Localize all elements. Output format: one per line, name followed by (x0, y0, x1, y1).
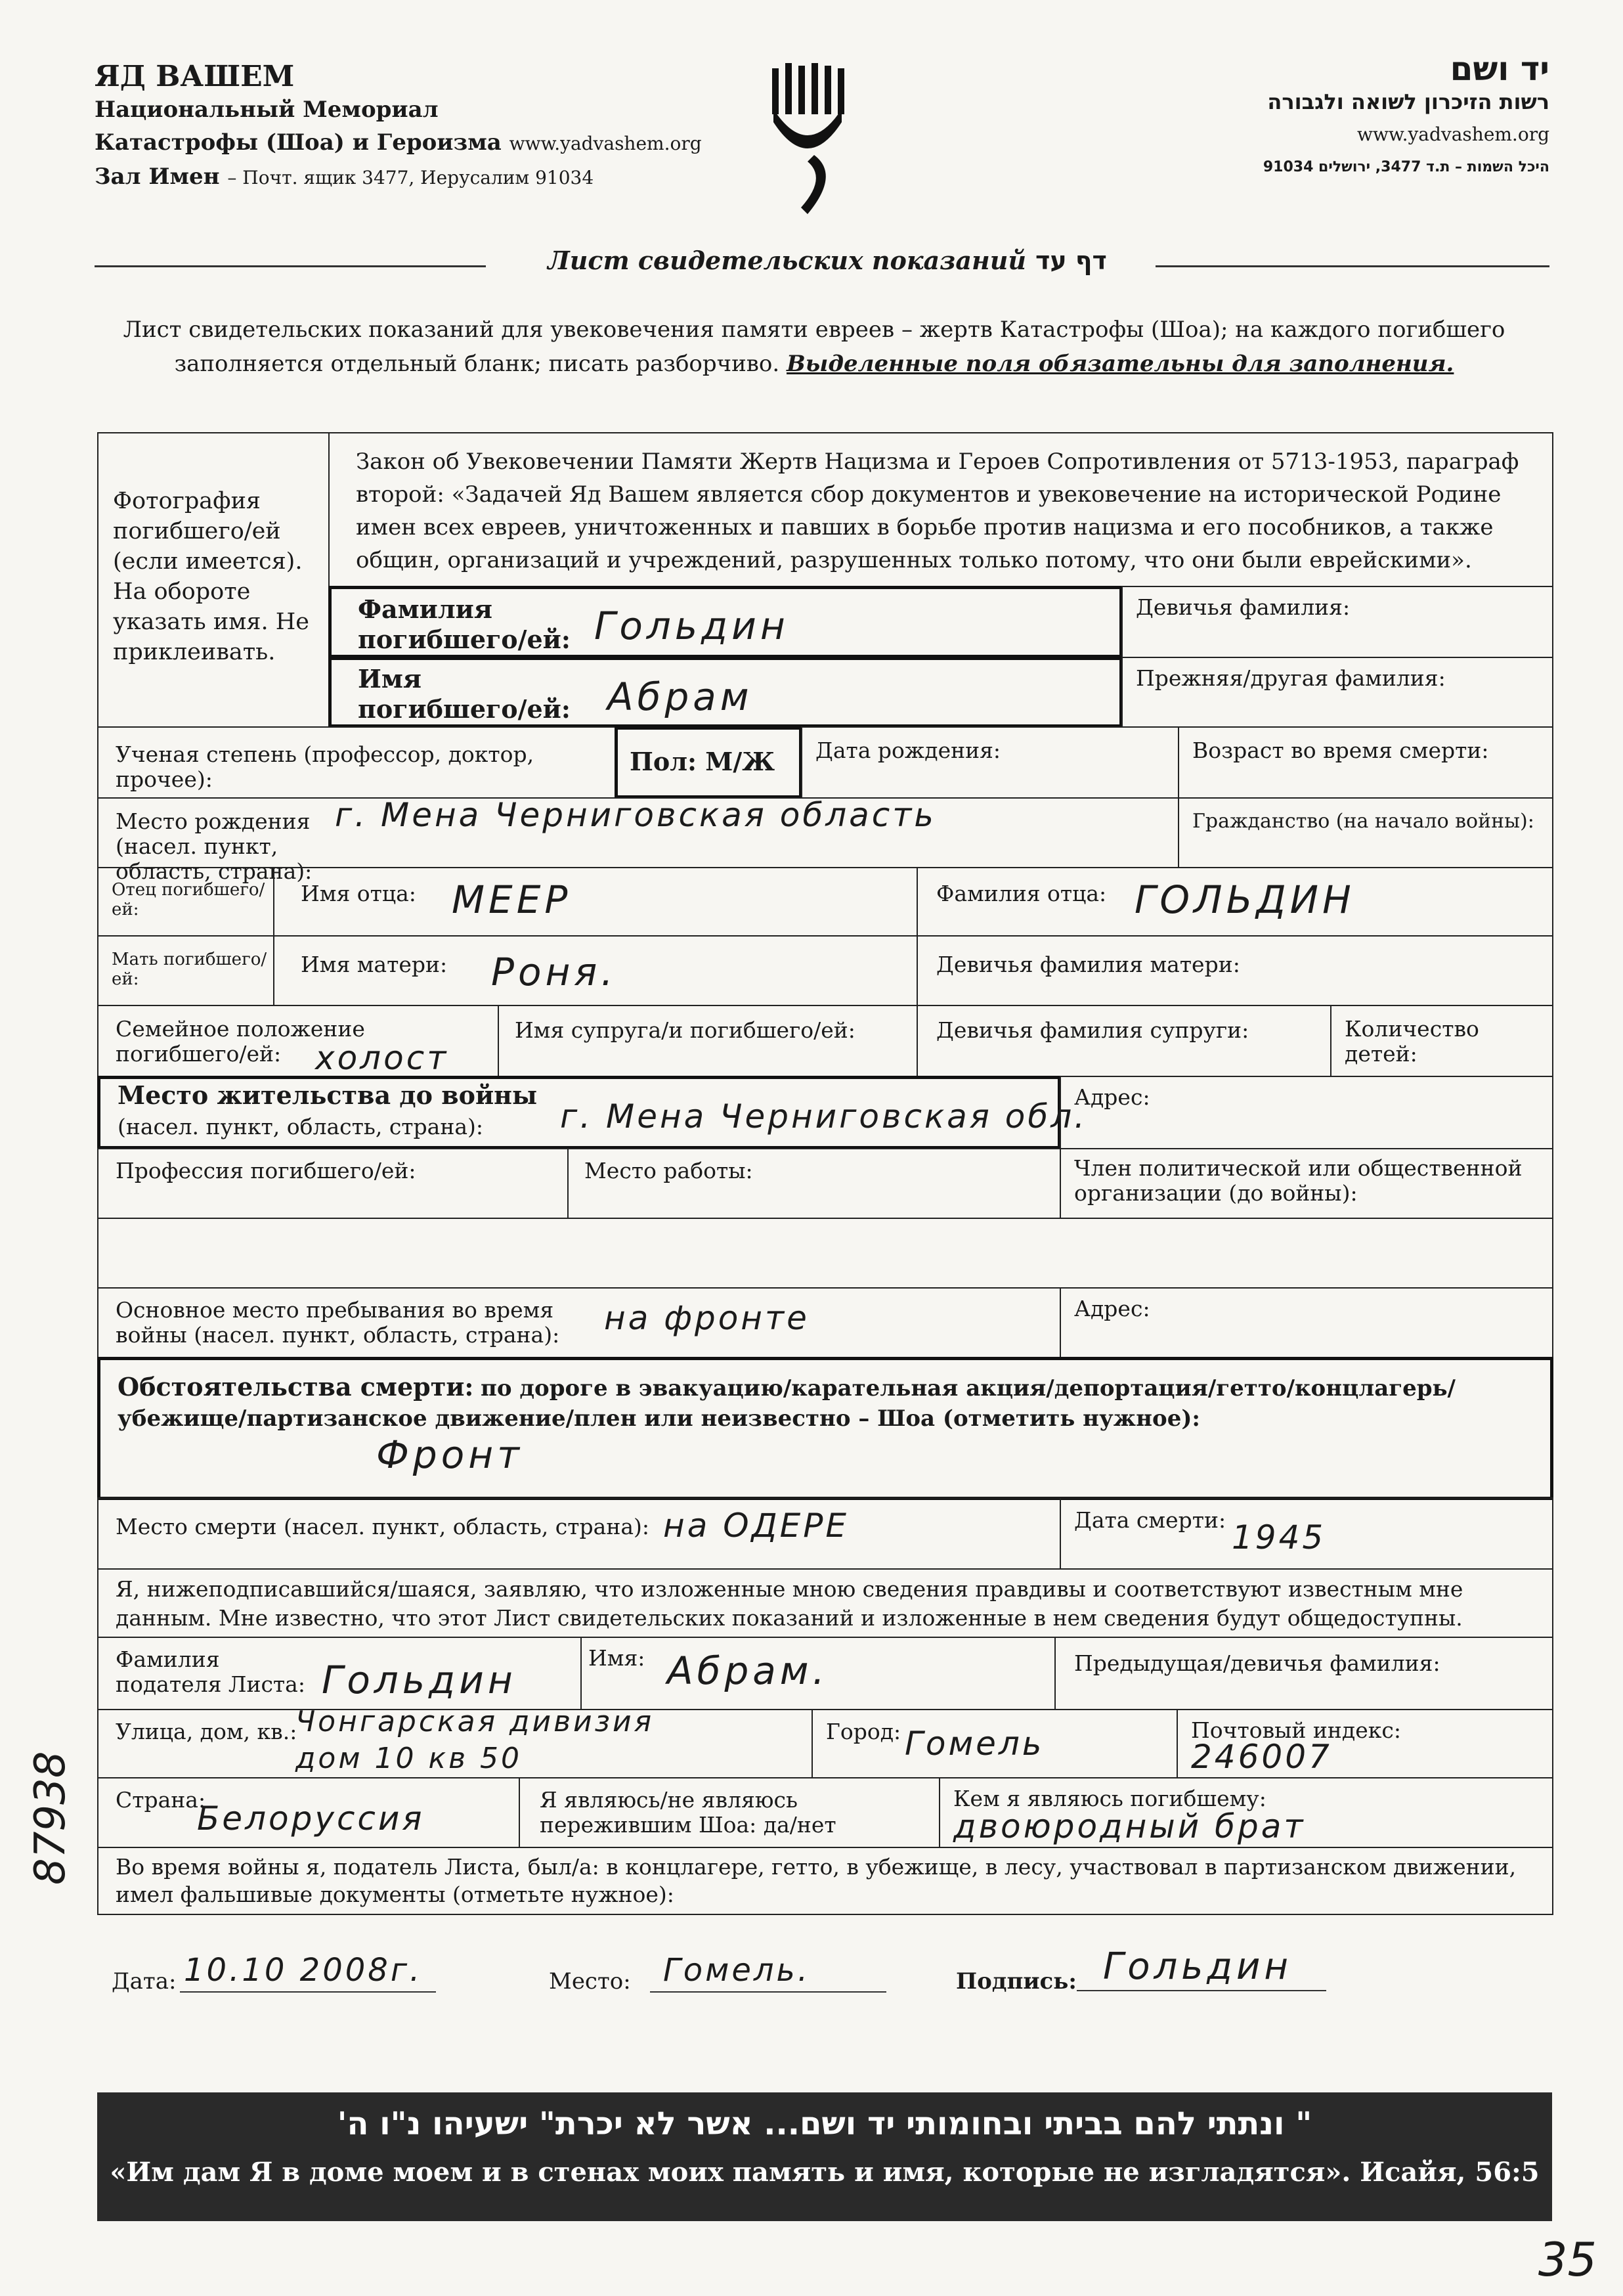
during-war-field[interactable]: Во время войны я, податель Листа, был/а: в концлагере, гетто, в убежище, в лесу, участвовал в партизанском движении, имел фальшивые документы (отметьте нужное): (97, 1847, 1553, 1915)
surname-value: Гольдин (594, 604, 789, 648)
submitter-name-value: Абрам. (667, 1648, 829, 1693)
wartime-location-value: на фронте (604, 1299, 810, 1337)
degree-field[interactable]: Ученая степень (профессор, доктор, прочее): (97, 726, 616, 799)
zip-value: 246007 (1191, 1738, 1332, 1776)
workplace-field[interactable]: Место работы: (567, 1148, 1061, 1219)
father-surname-field[interactable]: Фамилия отца: ГОЛЬДИН (917, 867, 1553, 937)
marital-status-field[interactable]: Семейное положение погибшего/ей: холост (97, 1005, 499, 1077)
birthdate-field[interactable]: Дата рождения: (801, 726, 1179, 799)
org-line2: Национальный Мемориал (95, 97, 439, 123)
he-address: היכל השמות – ת.ד 3477, ירושלים 91034 (1263, 159, 1549, 175)
place-value: Гомель. (663, 1952, 811, 1989)
surname-field[interactable]: Фамилия погибшего/ей: Гольдин (328, 586, 1123, 658)
page-number: 35 (1538, 2233, 1597, 2287)
submitter-surname-value: Гольдин (322, 1658, 517, 1702)
father-name-field[interactable]: Имя отца: МЕЕР (273, 867, 918, 937)
he-org-line2: רשות הזיכרון לשואה ולגבורה (1267, 89, 1549, 114)
survivor-field[interactable]: Я являюсь/не являюсь пережившим Шоа: да/нет (519, 1777, 940, 1848)
residence-address-field[interactable]: Адрес: (1060, 1076, 1553, 1149)
death-circumstances-value: Фронт (376, 1432, 523, 1477)
relation-value: двоюродный брат (953, 1807, 1306, 1845)
death-date-field[interactable]: Дата смерти: 1945 (1060, 1497, 1553, 1570)
org-line4: Зал Имен – Почт. ящик 3477, Иерусалим 91034 (95, 164, 594, 190)
signature-underline (1077, 1990, 1326, 1991)
marital-status-value: холост (315, 1039, 449, 1077)
place-label: Место: (549, 1968, 631, 1995)
mother-name-field[interactable]: Имя матери: Роня. (273, 935, 918, 1006)
children-count-field[interactable]: Количество детей: (1330, 1005, 1553, 1077)
city-value: Гомель (905, 1725, 1045, 1763)
wartime-address-field[interactable]: Адрес: (1060, 1287, 1553, 1359)
mother-maiden-field[interactable]: Девичья фамилия матери: (917, 935, 1553, 1006)
father-surname-value: ГОЛЬДИН (1135, 877, 1355, 922)
residence-value: г. Мена Черниговская обл. (560, 1097, 1088, 1136)
photo-cell[interactable]: Фотография погибшего/ей (если имеется). На обороте указать имя. Не приклеивать. (97, 432, 330, 728)
he-org-name: יד ושם (1450, 50, 1549, 88)
father-name-value: МЕЕР (452, 877, 572, 922)
margin-number: 87938 (26, 1751, 75, 1885)
father-label-cell: Отец погибшего/ей: (97, 867, 274, 937)
wartime-location-field[interactable]: Основное место пребывания во время войны (насел. пункт, область, страна): на фронте (97, 1287, 1061, 1359)
intro-text: Лист свидетельских показаний для увековечения памяти евреев – жертв Катастрофы (Шоа); на каждого погибшего заполняется отдельный бланк; писать разборчиво. Выделенные поля обязательны для заполнения. (123, 317, 1505, 377)
relation-field[interactable]: Кем я являюсь погибшему: двоюродный брат (939, 1777, 1553, 1848)
website-link[interactable]: www.yadvashem.org (509, 133, 702, 154)
birthplace-value: г. Мена Черниговская область (335, 796, 936, 834)
birthplace-field[interactable]: Место рождения (насел. пункт, область, страна): г. Мена Черниговская область (97, 797, 1179, 868)
submitter-name-field[interactable]: Имя: Абрам. (580, 1637, 1056, 1710)
first-name-value: Абрам (607, 674, 753, 719)
street-field[interactable]: Улица, дом, кв.: Чонгарская дивизия дом 10 кв 50 (97, 1709, 813, 1778)
age-at-death-field[interactable]: Возраст во время смерти: (1178, 726, 1553, 799)
country-value: Белоруссия (197, 1799, 425, 1838)
death-circumstances-field[interactable]: Обстоятельства смерти: по дороге в эвакуацию/карательная акция/депортация/гетто/концлагерь/ убежище/партизанское движение/плен или неизвестно – Шоа (отметить нужное): Фронт (97, 1357, 1553, 1500)
maiden-name-field[interactable]: Девичья фамилия: (1121, 586, 1553, 658)
death-place-value: на ОДЕРЕ (663, 1507, 849, 1545)
profession-field[interactable]: Профессия погибшего/ей: (97, 1148, 569, 1219)
spouse-maiden-field[interactable]: Девичья фамилия супруги: (917, 1005, 1331, 1077)
law-cell: Закон об Увековечении Памяти Жертв Нацизма и Героев Сопротивления от 5713-1953, параграф второй: «Задачей Яд Вашем является сбор документов и увековечение на исторической Родине имен всех евреев, уничтоженных и павших в борьбе против нацизма и его пособников, а также общин, организаций и учреждений, разрушенных только потому, что они были еврейскими». (328, 432, 1553, 587)
sex-field[interactable]: Пол: М/Ж (615, 726, 802, 799)
zip-field[interactable]: Почтовый индекс: 246007 (1177, 1709, 1553, 1778)
spouse-name-field[interactable]: Имя супруга/и погибшего/ей: (498, 1005, 918, 1077)
street-value-2: дом 10 кв 50 (295, 1742, 522, 1775)
blank-row[interactable] (97, 1218, 1553, 1289)
document-title: Лист свидетельских показаний דף עד (548, 246, 1107, 275)
signature-value: Гольдин (1103, 1945, 1292, 1988)
org-name: ЯД ВАШЕМ (95, 60, 295, 93)
date-value: 10.10 2008г. (184, 1952, 423, 1989)
footer-hebrew-quote: " ונתתי להם בביתי ובחומותי יד ושם... אשר לא יכרת" ישעיהו נ"ו ה' (337, 2106, 1312, 2142)
place-underline (650, 1991, 886, 1993)
death-place-field[interactable]: Место смерти (насел. пункт, область, страна): на ОДЕРЕ (97, 1497, 1061, 1570)
first-name-field[interactable]: Имя погибшего/ей: Абрам (328, 657, 1123, 728)
street-value-1: Чонгарская дивизия (295, 1705, 655, 1738)
org-line3: Катастрофы (Шоа) и Героизма www.yadvashem.org (95, 129, 702, 156)
footer-russian-quote: «Им дам Я в доме моем и в стенах моих память и имя, которые не изгладятся». Исайя, 56:5 (110, 2157, 1540, 2188)
city-field[interactable]: Город: Гомель (812, 1709, 1178, 1778)
declaration-cell: Я, нижеподписавшийся/шаяся, заявляю, что изложенные мною сведения правдивы и соответствуют известным мне данным. Мне известно, что этот Лист свидетельских показаний и изложенные в нем сведения будут общедоступны. (97, 1568, 1553, 1638)
submitter-surname-field[interactable]: Фамилия подателя Листа: Гольдин (97, 1637, 582, 1710)
footer-quote-band (97, 2092, 1552, 2221)
previous-surname-field[interactable]: Прежняя/другая фамилия: (1121, 657, 1553, 728)
submitter-previous-field[interactable]: Предыдущая/девичья фамилия: (1054, 1637, 1553, 1710)
he-website[interactable]: www.yadvashem.org (1356, 123, 1549, 145)
death-date-value: 1945 (1232, 1518, 1326, 1556)
mother-label-cell: Мать погибшего/ей: (97, 935, 274, 1006)
date-label: Дата: (112, 1968, 177, 1995)
country-field[interactable]: Страна: Белоруссия (97, 1777, 520, 1848)
date-underline (180, 1991, 436, 1993)
residence-field[interactable]: Место жительства до войны (насел. пункт, область, страна): г. Мена Черниговская обл. (97, 1076, 1061, 1149)
citizenship-field[interactable]: Гражданство (на начало войны): (1178, 797, 1553, 868)
signature-label: Подпись: (956, 1968, 1077, 1995)
mother-name-value: Роня. (491, 950, 617, 994)
membership-field[interactable]: Член политической или общественной организации (до войны): (1060, 1148, 1553, 1219)
